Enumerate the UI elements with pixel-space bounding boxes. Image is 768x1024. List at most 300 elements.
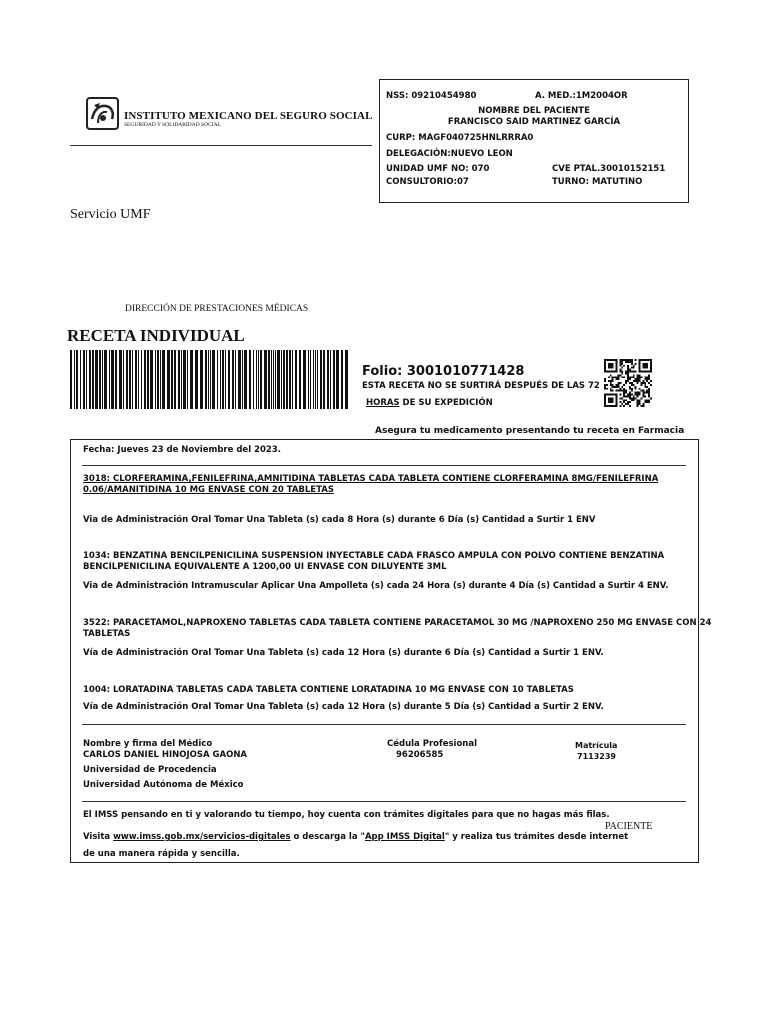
prescription-box: [70, 439, 712, 863]
qr-module: [648, 392, 650, 394]
qr-module: [610, 374, 612, 376]
qr-module: [646, 359, 648, 361]
qr-module: [631, 361, 633, 363]
barcode-bar: [135, 350, 137, 409]
imss-logo-icon: [86, 97, 119, 130]
medication-description-cont: TABLETAS: [83, 629, 131, 639]
qr-module: [639, 365, 641, 367]
qr-module: [627, 359, 629, 361]
qr-module: [617, 384, 619, 386]
qr-module: [612, 380, 614, 382]
qr-module: [610, 371, 612, 373]
qr-module: [625, 390, 627, 392]
qr-module: [642, 367, 644, 369]
qr-module: [631, 399, 633, 401]
qr-module: [629, 369, 631, 371]
barcode-bar: [330, 350, 331, 409]
qr-module: [612, 363, 614, 365]
barcode-bar: [132, 350, 133, 409]
qr-module: [644, 378, 646, 380]
qr-module: [606, 394, 608, 396]
barcode-bar: [341, 350, 343, 409]
qr-module: [623, 388, 625, 390]
medication-administration: Vía de Administración Oral Tomar Una Tableta (s) cada 12 Hora (s) durante 6 Día (s) Cantidad a Surtir 1 ENV.: [83, 648, 604, 658]
qr-module: [640, 371, 642, 373]
qr-module: [646, 392, 648, 394]
qr-module: [616, 394, 618, 396]
barcode-bar: [228, 350, 230, 409]
qr-module: [625, 395, 627, 397]
qr-module: [635, 378, 637, 380]
qr-module: [625, 403, 627, 405]
barcode-bar: [92, 350, 94, 409]
barcode-bar: [308, 350, 309, 409]
qr-module: [644, 386, 646, 388]
barcode-bar: [183, 350, 186, 409]
barcode-bar: [86, 350, 87, 409]
qr-module: [617, 374, 619, 376]
barcode-bar: [249, 350, 251, 409]
medication-description: 3018: CLORFERAMINA,FENILEFRINA,AMNITIDINA TABLETAS CADA TABLETA CONTIENE CLORFERAMINA 8MG/FENILEFRINA: [83, 474, 659, 484]
barcode-bar: [99, 350, 101, 409]
qr-module: [635, 380, 637, 382]
qr-module: [650, 380, 652, 382]
barcode-bar: [129, 350, 131, 409]
qr-module: [614, 376, 616, 378]
qr-module: [637, 405, 639, 407]
qr-module: [648, 390, 650, 392]
qr-module: [616, 359, 618, 361]
qr-module: [608, 394, 610, 396]
qr-module: [644, 376, 646, 378]
qr-module: [616, 403, 618, 405]
qr-module: [619, 359, 621, 361]
qr-module: [648, 376, 650, 378]
barcode-bar: [313, 350, 314, 409]
barcode-bar: [220, 350, 221, 409]
qr-module: [604, 359, 606, 361]
qr-module: [610, 365, 612, 367]
qr-module: [617, 386, 619, 388]
qr-module: [610, 399, 612, 401]
qr-module: [627, 371, 629, 373]
qr-module: [637, 376, 639, 378]
qr-module: [627, 403, 629, 405]
qr-module: [608, 380, 610, 382]
qr-module: [635, 397, 637, 399]
qr-module: [639, 374, 641, 376]
barcode-bar: [150, 350, 153, 409]
qr-module: [619, 382, 621, 384]
folio-number: Folio: 3001010771428: [362, 364, 525, 379]
barcode-bar: [336, 350, 339, 409]
qr-module: [604, 399, 606, 401]
qr-module: [604, 405, 606, 407]
expiration-notice-2: [366, 398, 493, 408]
qr-module: [604, 388, 606, 390]
qr-module: [621, 390, 623, 392]
barcode-bar: [320, 350, 322, 409]
turno: TURNO: MATUTINO: [552, 177, 643, 187]
qr-module: [639, 371, 641, 373]
qr-module: [633, 399, 635, 401]
visit-prefix: Visita: [83, 832, 114, 842]
qr-module: [639, 380, 641, 382]
barcode-bar: [160, 350, 161, 409]
barcode-bar: [286, 350, 288, 409]
cve-ptal: CVE PTAL.30010152151: [552, 164, 666, 174]
barcode-bar: [292, 350, 293, 409]
curp: CURP: MAGF040725HNLRRRA0: [386, 133, 534, 143]
qr-module: [631, 382, 633, 384]
qr-module: [635, 371, 637, 373]
barcode-bar: [104, 350, 107, 409]
qr-module: [606, 384, 608, 386]
qr-module: [635, 363, 637, 365]
qr-module: [621, 386, 623, 388]
qr-module: [633, 371, 635, 373]
qr-module: [610, 388, 612, 390]
barcode-bar: [281, 350, 282, 409]
qr-module: [627, 376, 629, 378]
qr-module: [619, 374, 621, 376]
qr-module: [612, 384, 614, 386]
qr-module: [650, 359, 652, 361]
qr-module: [608, 371, 610, 373]
cedula-label: Cédula Profesional: [387, 739, 477, 749]
qr-module: [625, 382, 627, 384]
barcode-bar: [141, 350, 142, 409]
barcode-bar: [235, 350, 236, 409]
qr-module: [642, 363, 644, 365]
qr-module: [633, 376, 635, 378]
qr-module: [637, 394, 639, 396]
barcode-bar: [310, 350, 311, 409]
qr-module: [623, 399, 625, 401]
qr-module: [631, 371, 633, 373]
qr-module: [616, 363, 618, 365]
qr-module: [610, 363, 612, 365]
barcode-bar: [275, 350, 276, 409]
org-subtitle: SEGURIDAD Y SOLIDARIDAD SOCIAL: [124, 122, 221, 128]
qr-code: [604, 359, 652, 407]
qr-module: [650, 367, 652, 369]
qr-module: [616, 371, 618, 373]
qr-module: [604, 394, 606, 396]
barcode-bar: [238, 350, 241, 409]
qr-module: [637, 399, 639, 401]
qr-module: [616, 365, 618, 367]
barcode-bar: [212, 350, 215, 409]
barcode-bar: [155, 350, 156, 409]
barcode-bar: [167, 350, 170, 409]
qr-module: [627, 361, 629, 363]
qr-module: [612, 376, 614, 378]
qr-module: [621, 361, 623, 363]
qr-module: [614, 371, 616, 373]
qr-module: [604, 361, 606, 363]
qr-module: [612, 401, 614, 403]
qr-module: [604, 363, 606, 365]
qr-module: [648, 374, 650, 376]
qr-module: [604, 384, 606, 386]
qr-module: [642, 390, 644, 392]
qr-module: [633, 380, 635, 382]
divider: [82, 801, 686, 802]
qr-module: [640, 397, 642, 399]
qr-module: [650, 397, 652, 399]
org-name: INSTITUTO MEXICANO DEL SEGURO SOCIAL: [124, 110, 373, 122]
nss: NSS: 09210454980: [386, 91, 477, 101]
unidad-umf: UNIDAD UMF NO: 070: [386, 164, 490, 174]
doctor-name: CARLOS DANIEL HINOJOSA GAONA: [83, 750, 248, 760]
barcode-bar: [144, 350, 146, 409]
qr-module: [608, 401, 610, 403]
qr-module: [644, 359, 646, 361]
qr-module: [608, 397, 610, 399]
qr-module: [629, 388, 631, 390]
qr-module: [627, 395, 629, 397]
qr-module: [633, 384, 635, 386]
qr-module: [621, 376, 623, 378]
barcode-bar: [242, 350, 243, 409]
barcode-bar: [181, 350, 182, 409]
qr-module: [642, 371, 644, 373]
qr-module: [648, 399, 650, 401]
qr-module: [637, 382, 639, 384]
pharmacy-notice: Asegura tu medicamento presentando tu receta en Farmacia: [375, 426, 685, 436]
qr-module: [627, 372, 629, 374]
university-label: Universidad de Procedencia: [83, 765, 217, 775]
imss-app-link[interactable]: App IMSS Digital: [364, 832, 445, 842]
qr-module: [633, 374, 635, 376]
qr-module: [616, 386, 618, 388]
barcode-bar: [210, 350, 211, 409]
qr-module: [616, 367, 618, 369]
qr-module: [604, 371, 606, 373]
qr-module: [640, 359, 642, 361]
qr-module: [612, 371, 614, 373]
barcode-bar: [119, 350, 122, 409]
barcode-bar: [264, 350, 267, 409]
qr-module: [608, 376, 610, 378]
qr-module: [639, 399, 641, 401]
university-name: Universidad Autónoma de México: [83, 780, 244, 790]
divider: [82, 465, 686, 466]
qr-module: [612, 365, 614, 367]
expiration-rest: DE SU EXPEDICIÓN: [399, 398, 493, 408]
qr-module: [623, 392, 625, 394]
qr-module: [640, 384, 642, 386]
qr-module: [639, 401, 641, 403]
qr-module: [639, 376, 641, 378]
qr-module: [614, 386, 616, 388]
qr-module: [642, 380, 644, 382]
qr-module: [610, 401, 612, 403]
qr-module: [604, 369, 606, 371]
qr-module: [629, 376, 631, 378]
divider: [82, 724, 686, 725]
medication-description: 3522: PARACETAMOL,NAPROXENO TABLETAS CADA TABLETA CONTIENE PARACETAMOL 30 MG /NAPROXENO 250 MG ENVASE CON 24: [83, 618, 712, 628]
barcode-bar: [109, 350, 110, 409]
qr-module: [610, 380, 612, 382]
qr-module: [629, 395, 631, 397]
barcode-bar: [253, 350, 254, 409]
qr-module: [629, 397, 631, 399]
qr-module: [640, 376, 642, 378]
qr-module: [616, 384, 618, 386]
barcode-bar: [299, 350, 301, 409]
qr-module: [627, 365, 629, 367]
qr-module: [639, 369, 641, 371]
qr-module: [646, 390, 648, 392]
matricula-number: 7113239: [577, 752, 616, 761]
qr-module: [625, 359, 627, 361]
qr-module: [631, 363, 633, 365]
medication-administration: Vía de Administración Oral Tomar Una Tableta (s) cada 12 Hora (s) durante 5 Día (s) Cantidad a Surtir 2 ENV.: [83, 702, 604, 712]
qr-module: [642, 382, 644, 384]
footer-message: El IMSS pensando en ti y valorando tu tiempo, hoy cuenta con trámites digitales para que no hagas más filas.: [83, 810, 610, 820]
barcode-bar: [123, 350, 124, 409]
qr-module: [604, 365, 606, 367]
qr-module: [608, 359, 610, 361]
qr-module: [617, 378, 619, 380]
qr-module: [629, 361, 631, 363]
footer-visit-line: [83, 832, 628, 843]
qr-module: [616, 405, 618, 407]
qr-module: [623, 365, 625, 367]
qr-module: [642, 394, 644, 396]
medication-description-cont: BENCILPENICILINA EQUIVALENTE A 1200,00 UI ENVASE CON DILUYENTE 3ML: [83, 562, 447, 572]
qr-module: [631, 367, 633, 369]
qr-module: [610, 405, 612, 407]
qr-module: [623, 401, 625, 403]
qr-module: [646, 401, 648, 403]
barcode-bar: [162, 350, 165, 409]
qr-module: [619, 397, 621, 399]
qr-module: [635, 394, 637, 396]
medication-administration: Via de Administración Oral Tomar Una Tableta (s) cada 8 Hora (s) durante 6 Día (s) Cantidad a Surtir 1 ENV: [83, 515, 596, 525]
barcode-bar: [89, 350, 91, 409]
qr-module: [610, 382, 612, 384]
barcode-bar: [323, 350, 325, 409]
qr-module: [646, 399, 648, 401]
qr-module: [619, 405, 621, 407]
qr-module: [604, 401, 606, 403]
matricula-label: Matrícula: [575, 741, 618, 750]
qr-module: [631, 359, 633, 361]
qr-module: [644, 363, 646, 365]
qr-module: [629, 359, 631, 361]
qr-module: [604, 367, 606, 369]
qr-module: [614, 405, 616, 407]
qr-module: [646, 380, 648, 382]
qr-module: [629, 386, 631, 388]
qr-module: [623, 405, 625, 407]
footer-message-2: de una manera rápida y sencilla.: [83, 849, 240, 859]
qr-module: [639, 403, 641, 405]
qr-module: [625, 372, 627, 374]
qr-module: [621, 359, 623, 361]
qr-module: [639, 388, 641, 390]
qr-module: [627, 378, 629, 380]
medication-description-cont: 0.06/AMANITIDINA 10 MG ENVASE CON 20 TABLETAS: [83, 485, 334, 495]
direction-label: DIRECCIÓN DE PRESTACIONES MÉDICAS: [125, 304, 309, 314]
qr-module: [625, 392, 627, 394]
barcode-bar: [115, 350, 117, 409]
qr-module: [606, 371, 608, 373]
qr-module: [646, 365, 648, 367]
qr-module: [637, 392, 639, 394]
qr-module: [637, 374, 639, 376]
qr-module: [650, 369, 652, 371]
qr-module: [627, 369, 629, 371]
delegacion: DELEGACIÓN:NUEVO LEON: [386, 149, 513, 159]
qr-module: [650, 384, 652, 386]
barcode-bar: [345, 350, 348, 409]
qr-module: [619, 388, 621, 390]
qr-module: [610, 397, 612, 399]
qr-module: [612, 405, 614, 407]
qr-module: [637, 378, 639, 380]
qr-module: [639, 359, 641, 361]
qr-module: [619, 390, 621, 392]
doctor-label: Nombre y firma del Médico: [83, 739, 213, 749]
page-title: RECETA INDIVIDUAL: [67, 326, 245, 345]
barcode-bar: [80, 350, 81, 409]
qr-module: [616, 369, 618, 371]
qr-module: [621, 397, 623, 399]
qr-module: [631, 390, 633, 392]
qr-module: [644, 365, 646, 367]
qr-module: [623, 390, 625, 392]
qr-module: [616, 361, 618, 363]
digital-services-link[interactable]: www.imss.gob.mx/servicios-digitales: [113, 832, 291, 842]
qr-module: [644, 401, 646, 403]
qr-module: [616, 395, 618, 397]
qr-module: [604, 395, 606, 397]
patient-name-label: NOMBRE DEL PACIENTE: [478, 106, 590, 116]
qr-module: [648, 382, 650, 384]
qr-module: [625, 380, 627, 382]
cedula-number: 96206585: [396, 750, 444, 760]
barcode-bar: [126, 350, 128, 409]
barcode-bar: [271, 350, 272, 409]
qr-module: [650, 363, 652, 365]
qr-module: [627, 367, 629, 369]
qr-module: [612, 399, 614, 401]
qr-module: [639, 394, 641, 396]
medication-description: 1034: BENZATINA BENCILPENICILINA SUSPENSION INYECTABLE CADA FRASCO AMPULA CON POLVO CONTIENE BENZATINA: [83, 551, 665, 561]
qr-module: [646, 378, 648, 380]
barcode-bar: [315, 350, 316, 409]
qr-module: [640, 382, 642, 384]
qr-module: [616, 378, 618, 380]
qr-module: [604, 397, 606, 399]
qr-module: [614, 394, 616, 396]
hours-word: HORAS: [366, 398, 400, 408]
qr-module: [631, 388, 633, 390]
qr-module: [637, 401, 639, 403]
copy-label: PACIENTE: [605, 821, 653, 832]
qr-module: [616, 401, 618, 403]
barcode-bar: [111, 350, 114, 409]
qr-module: [604, 378, 606, 380]
qr-module: [608, 365, 610, 367]
qr-module: [642, 359, 644, 361]
qr-module: [612, 378, 614, 380]
qr-module: [633, 365, 635, 367]
